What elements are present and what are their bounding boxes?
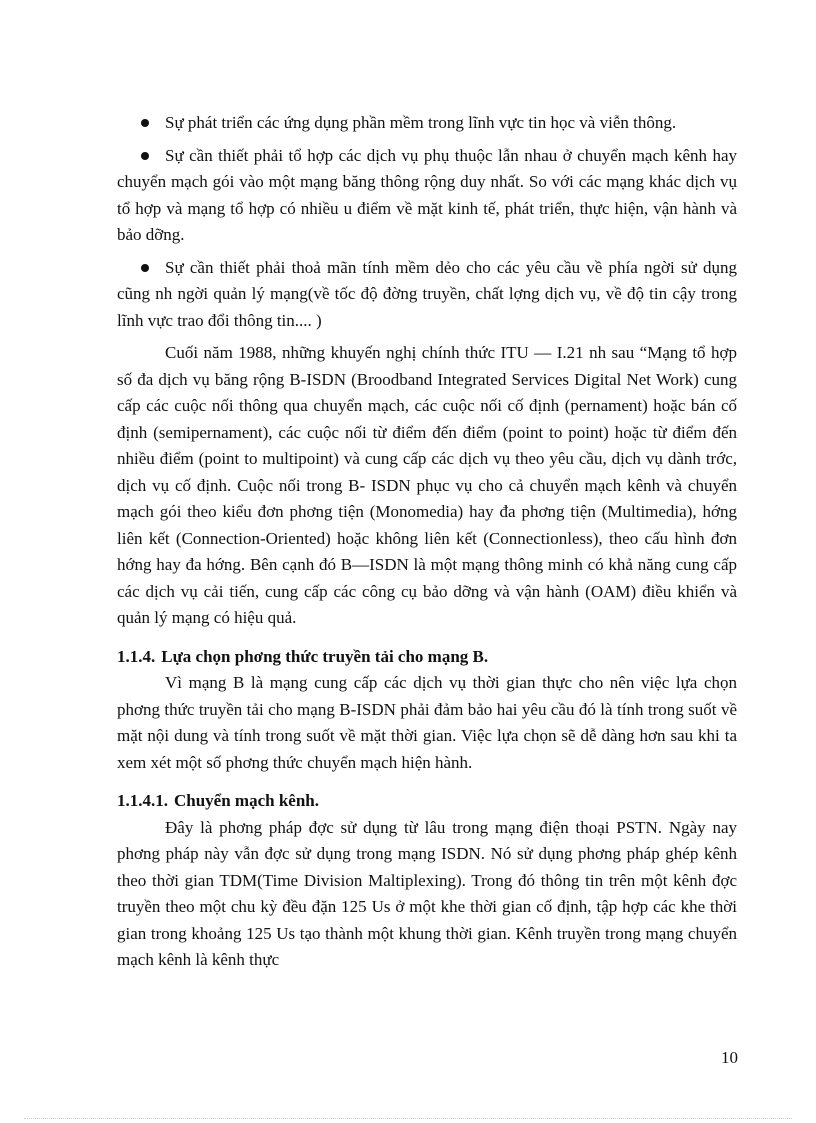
page-number: 10	[721, 1048, 738, 1067]
bullet-item	[117, 143, 737, 249]
bullet-icon	[141, 264, 149, 272]
bullet-icon	[141, 152, 149, 160]
subsection-heading	[117, 788, 737, 815]
subsection-title: Chuyển mạch kênh.	[174, 791, 320, 810]
bullet-text: Sự cần thiết phải thoả mãn tính mềm dẻo cho các yêu cầu về phía ngời sử dụng cũng nh ngời quản lý mạng(về tốc độ đờng truyền, chất lợng dịch vụ, về độ tin cậy trong lĩnh vực trao đổi thông tin.... )	[117, 257, 737, 330]
paragraph-circuit-switching: Đây là phơng pháp đợc sử dụng từ lâu trong mạng điện thoại PSTN. Ngày nay phơng pháp này vẫn đợc sử dụng trong mạng ISDN. Nó sử dụng phơng pháp ghép kênh theo thời gian TDM(Time Division Maltiplexing). Trong đó thông tin trên một kênh đợc truyền theo một chu kỳ đều đặn 125 Us ở một khe thời gian cố định, tập hợp các khe thời gian trong khoảng 125 Us tạo thành một khung thời gian. Kênh truyền trong mạng chuyển mạch kênh là kênh thực	[117, 817, 737, 969]
section-number: 1.1.4.	[117, 646, 156, 666]
page-bottom-divider	[24, 1118, 792, 1119]
section-heading	[117, 644, 737, 671]
section-title: Lựa chọn phơng thức truyền tải cho mạng B.	[161, 646, 489, 666]
page-content	[117, 110, 737, 974]
bullet-item	[117, 110, 737, 137]
bullet-icon	[141, 119, 149, 127]
bullet-item	[117, 255, 737, 335]
bullet-text: Sự phát triển các ứng dụng phần mềm trong lĩnh vực tin học và viễn thông.	[165, 113, 677, 132]
bullet-text: Sự cần thiết phải tổ hợp các dịch vụ phụ thuộc lẫn nhau ở chuyển mạch kênh hay chuyển mạch gói vào một mạng băng thông rộng duy nhất. So với các mạng khác dịch vụ tổ hợp và mạng tổ hợp có nhiều u điểm về mặt kinh tế, phát triển, thực hiện, vận hành và bảo dỡng.	[117, 145, 737, 244]
paragraph-transport: Vì mạng B là mạng cung cấp các dịch vụ thời gian thực cho nên việc lựa chọn phơng thức truyền tải cho mạng B-ISDN phải đảm bảo hai yêu cầu đó là tính trong suốt về mặt nội dung và tính trong suốt về mặt thời gian. Việc lựa chọn sẽ dễ dàng hơn sau khi ta xem xét một số phơng thức chuyển mạch hiện hành.	[117, 673, 737, 772]
paragraph-itu: Cuối năm 1988, những khuyến nghị chính thức ITU — I.21 nh sau “Mạng tổ hợp số đa dịch vụ băng rộng B-ISDN (Broodband Integrated Services Digital Net Work) cung cấp các cuộc nối thông qua chuyển mạch, các cuộc nối cố định (pernament) hoặc bán cố định (semipernament), các cuộc nối từ điểm đến điểm (point to point) hoặc từ điểm đến nhiều điểm (point to multipoint) và cung cấp các dịch vụ theo yêu cầu, dịch vụ dành trớc, dịch vụ cố định. Cuộc nối trong B- ISDN phục vụ cho cả chuyển mạch kênh và chuyển mạch gói theo kiểu đơn phơng tiện (Monomedia) hay đa phơng tiện (Multimedia), hớng liên kết (Connection-Oriented) hoặc không liên kết (Connectionless), theo cấu hình đơn hớng hay đa hớng. Bên cạnh đó B—ISDN là một mạng thông minh có khả năng cung cấp các dịch vụ cải tiến, cung cấp các công cụ bảo dỡng và vận hành (OAM) điều khiển và quản lý mạng có hiệu quả.	[117, 343, 737, 627]
subsection-number: 1.1.4.1.	[117, 791, 168, 810]
